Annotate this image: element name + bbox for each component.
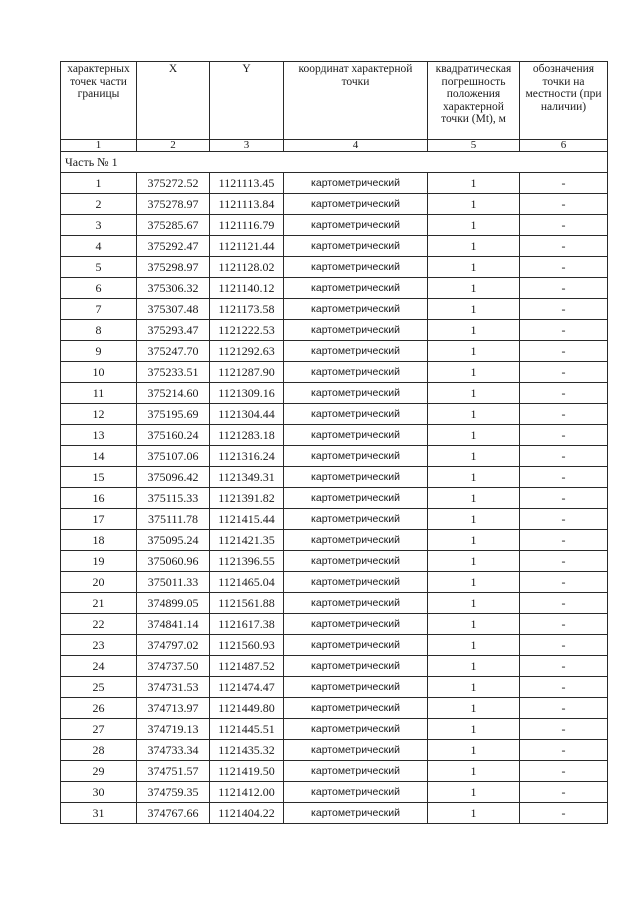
cell-x: 375060.96 [137, 551, 210, 572]
table-row [61, 593, 608, 614]
cell-accuracy: 1 [428, 593, 520, 614]
cell-accuracy: 1 [428, 467, 520, 488]
cell-accuracy: 1 [428, 782, 520, 803]
cell-accuracy: 1 [428, 488, 520, 509]
cell-point-number: 26 [61, 698, 137, 719]
cell-accuracy: 1 [428, 194, 520, 215]
cell-x: 374797.02 [137, 635, 210, 656]
cell-accuracy: 1 [428, 614, 520, 635]
table-header-row [61, 62, 608, 140]
cell-designation: - [520, 740, 608, 761]
cell-designation: - [520, 551, 608, 572]
cell-accuracy: 1 [428, 299, 520, 320]
cell-x: 375195.69 [137, 404, 210, 425]
cell-y: 1121128.02 [210, 257, 284, 278]
cell-designation: - [520, 215, 608, 236]
cell-accuracy: 1 [428, 572, 520, 593]
cell-designation: - [520, 488, 608, 509]
cell-accuracy: 1 [428, 635, 520, 656]
cell-accuracy: 1 [428, 803, 520, 824]
table-row [61, 614, 608, 635]
cell-designation: - [520, 761, 608, 782]
cell-method: картометрический [284, 551, 428, 572]
cell-method: картометрический [284, 404, 428, 425]
cell-x: 375278.97 [137, 194, 210, 215]
table-row [61, 194, 608, 215]
cell-x: 375096.42 [137, 467, 210, 488]
cell-designation: - [520, 383, 608, 404]
cell-y: 1121113.84 [210, 194, 284, 215]
cell-x: 374767.66 [137, 803, 210, 824]
cell-x: 375272.52 [137, 173, 210, 194]
cell-designation: - [520, 719, 608, 740]
header-accuracy: квадратическая погрешность положения характерной точки (Mt), м [428, 62, 520, 140]
cell-method: картометрический [284, 425, 428, 446]
cell-point-number: 5 [61, 257, 137, 278]
cell-point-number: 7 [61, 299, 137, 320]
cell-y: 1121222.53 [210, 320, 284, 341]
column-number-row [61, 140, 608, 152]
table-row [61, 215, 608, 236]
cell-point-number: 28 [61, 740, 137, 761]
cell-y: 1121445.51 [210, 719, 284, 740]
cell-y: 1121309.16 [210, 383, 284, 404]
cell-designation: - [520, 530, 608, 551]
cell-point-number: 24 [61, 656, 137, 677]
cell-method: картометрический [284, 257, 428, 278]
table-row [61, 488, 608, 509]
cell-method: картометрический [284, 530, 428, 551]
cell-point-number: 23 [61, 635, 137, 656]
table-row [61, 635, 608, 656]
cell-method: картометрический [284, 656, 428, 677]
cell-point-number: 12 [61, 404, 137, 425]
cell-y: 1121465.04 [210, 572, 284, 593]
header-designation: обозначения точки на местности (при наличии) [520, 62, 608, 140]
cell-designation: - [520, 257, 608, 278]
cell-point-number: 8 [61, 320, 137, 341]
cell-point-number: 9 [61, 341, 137, 362]
cell-x: 374899.05 [137, 593, 210, 614]
cell-x: 374841.14 [137, 614, 210, 635]
cell-method: картометрический [284, 593, 428, 614]
cell-method: картометрический [284, 698, 428, 719]
cell-method: картометрический [284, 341, 428, 362]
cell-designation: - [520, 467, 608, 488]
cell-method: картометрический [284, 320, 428, 341]
cell-point-number: 14 [61, 446, 137, 467]
cell-x: 375293.47 [137, 320, 210, 341]
column-number: 2 [137, 140, 210, 152]
cell-designation: - [520, 425, 608, 446]
cell-designation: - [520, 278, 608, 299]
cell-y: 1121412.00 [210, 782, 284, 803]
cell-designation: - [520, 698, 608, 719]
cell-y: 1121349.31 [210, 467, 284, 488]
cell-y: 1121474.47 [210, 677, 284, 698]
cell-designation: - [520, 404, 608, 425]
cell-designation: - [520, 677, 608, 698]
table-row [61, 362, 608, 383]
cell-accuracy: 1 [428, 677, 520, 698]
table-row [61, 299, 608, 320]
cell-accuracy: 1 [428, 362, 520, 383]
cell-method: картометрический [284, 635, 428, 656]
cell-y: 1121560.93 [210, 635, 284, 656]
cell-method: картометрический [284, 194, 428, 215]
cell-accuracy: 1 [428, 446, 520, 467]
cell-designation: - [520, 572, 608, 593]
cell-method: картометрический [284, 677, 428, 698]
table-row [61, 383, 608, 404]
header-x: X [137, 62, 210, 140]
cell-point-number: 29 [61, 761, 137, 782]
column-number: 5 [428, 140, 520, 152]
boundary-points-table [60, 61, 608, 824]
cell-point-number: 1 [61, 173, 137, 194]
cell-accuracy: 1 [428, 215, 520, 236]
cell-x: 374719.13 [137, 719, 210, 740]
cell-designation: - [520, 446, 608, 467]
column-number: 4 [284, 140, 428, 152]
cell-point-number: 15 [61, 467, 137, 488]
cell-accuracy: 1 [428, 719, 520, 740]
cell-method: картометрический [284, 383, 428, 404]
cell-designation: - [520, 299, 608, 320]
cell-point-number: 18 [61, 530, 137, 551]
cell-accuracy: 1 [428, 761, 520, 782]
cell-x: 374731.53 [137, 677, 210, 698]
cell-accuracy: 1 [428, 404, 520, 425]
cell-accuracy: 1 [428, 278, 520, 299]
cell-x: 374759.35 [137, 782, 210, 803]
column-number: 3 [210, 140, 284, 152]
table-row [61, 404, 608, 425]
cell-y: 1121421.35 [210, 530, 284, 551]
cell-x: 374713.97 [137, 698, 210, 719]
cell-accuracy: 1 [428, 425, 520, 446]
cell-designation: - [520, 341, 608, 362]
cell-y: 1121140.12 [210, 278, 284, 299]
cell-method: картометрический [284, 446, 428, 467]
table-row [61, 698, 608, 719]
cell-x: 375247.70 [137, 341, 210, 362]
cell-x: 375307.48 [137, 299, 210, 320]
cell-point-number: 31 [61, 803, 137, 824]
cell-method: картометрический [284, 719, 428, 740]
cell-x: 375298.97 [137, 257, 210, 278]
cell-point-number: 10 [61, 362, 137, 383]
cell-y: 1121121.44 [210, 236, 284, 257]
cell-x: 375306.32 [137, 278, 210, 299]
cell-x: 375111.78 [137, 509, 210, 530]
cell-point-number: 30 [61, 782, 137, 803]
cell-method: картометрический [284, 236, 428, 257]
table-row [61, 341, 608, 362]
cell-point-number: 13 [61, 425, 137, 446]
cell-method: картометрический [284, 572, 428, 593]
cell-accuracy: 1 [428, 509, 520, 530]
table-row [61, 236, 608, 257]
cell-y: 1121404.22 [210, 803, 284, 824]
cell-point-number: 3 [61, 215, 137, 236]
cell-y: 1121113.45 [210, 173, 284, 194]
cell-x: 375285.67 [137, 215, 210, 236]
table-row [61, 656, 608, 677]
cell-method: картометрический [284, 173, 428, 194]
table-row [61, 719, 608, 740]
cell-y: 1121173.58 [210, 299, 284, 320]
cell-designation: - [520, 362, 608, 383]
cell-y: 1121419.50 [210, 761, 284, 782]
header-point-number: характерных точек части границы [61, 62, 137, 140]
cell-method: картометрический [284, 299, 428, 320]
cell-accuracy: 1 [428, 173, 520, 194]
cell-method: картометрический [284, 740, 428, 761]
cell-y: 1121487.52 [210, 656, 284, 677]
cell-y: 1121396.55 [210, 551, 284, 572]
cell-x: 375292.47 [137, 236, 210, 257]
cell-y: 1121304.44 [210, 404, 284, 425]
cell-designation: - [520, 593, 608, 614]
table-row [61, 173, 608, 194]
table-row [61, 257, 608, 278]
header-y: Y [210, 62, 284, 140]
cell-method: картометрический [284, 278, 428, 299]
cell-accuracy: 1 [428, 656, 520, 677]
cell-y: 1121561.88 [210, 593, 284, 614]
cell-accuracy: 1 [428, 236, 520, 257]
cell-x: 375095.24 [137, 530, 210, 551]
cell-y: 1121415.44 [210, 509, 284, 530]
cell-accuracy: 1 [428, 740, 520, 761]
table-row [61, 530, 608, 551]
cell-accuracy: 1 [428, 530, 520, 551]
table-row [61, 782, 608, 803]
cell-method: картометрический [284, 782, 428, 803]
cell-x: 374737.50 [137, 656, 210, 677]
cell-accuracy: 1 [428, 257, 520, 278]
table-row [61, 278, 608, 299]
cell-x: 374751.57 [137, 761, 210, 782]
cell-y: 1121391.82 [210, 488, 284, 509]
cell-y: 1121283.18 [210, 425, 284, 446]
table-row [61, 572, 608, 593]
cell-designation: - [520, 803, 608, 824]
cell-designation: - [520, 635, 608, 656]
table-row [61, 551, 608, 572]
cell-designation: - [520, 236, 608, 257]
column-number: 6 [520, 140, 608, 152]
table-row [61, 467, 608, 488]
cell-accuracy: 1 [428, 320, 520, 341]
table-row [61, 425, 608, 446]
cell-method: картометрический [284, 509, 428, 530]
table-row [61, 740, 608, 761]
cell-designation: - [520, 320, 608, 341]
table-row [61, 677, 608, 698]
cell-accuracy: 1 [428, 383, 520, 404]
cell-method: картометрический [284, 467, 428, 488]
cell-y: 1121116.79 [210, 215, 284, 236]
cell-designation: - [520, 509, 608, 530]
cell-x: 374733.34 [137, 740, 210, 761]
cell-accuracy: 1 [428, 341, 520, 362]
cell-x: 375233.51 [137, 362, 210, 383]
cell-x: 375160.24 [137, 425, 210, 446]
cell-accuracy: 1 [428, 698, 520, 719]
header-method: координат характерной точки [284, 62, 428, 140]
cell-x: 375115.33 [137, 488, 210, 509]
part-label: Часть № 1 [61, 152, 608, 173]
cell-point-number: 11 [61, 383, 137, 404]
cell-method: картометрический [284, 803, 428, 824]
cell-x: 375107.06 [137, 446, 210, 467]
cell-designation: - [520, 656, 608, 677]
cell-y: 1121316.24 [210, 446, 284, 467]
cell-point-number: 6 [61, 278, 137, 299]
cell-point-number: 22 [61, 614, 137, 635]
table-row [61, 446, 608, 467]
cell-designation: - [520, 173, 608, 194]
cell-y: 1121435.32 [210, 740, 284, 761]
cell-designation: - [520, 782, 608, 803]
cell-method: картометрический [284, 488, 428, 509]
column-number: 1 [61, 140, 137, 152]
cell-accuracy: 1 [428, 551, 520, 572]
cell-x: 375214.60 [137, 383, 210, 404]
cell-point-number: 21 [61, 593, 137, 614]
cell-point-number: 17 [61, 509, 137, 530]
table-row [61, 761, 608, 782]
cell-point-number: 19 [61, 551, 137, 572]
cell-designation: - [520, 614, 608, 635]
cell-y: 1121617.38 [210, 614, 284, 635]
cell-point-number: 4 [61, 236, 137, 257]
table-row [61, 509, 608, 530]
cell-point-number: 25 [61, 677, 137, 698]
cell-method: картометрический [284, 215, 428, 236]
cell-point-number: 16 [61, 488, 137, 509]
cell-method: картометрический [284, 761, 428, 782]
cell-designation: - [520, 194, 608, 215]
cell-method: картометрический [284, 614, 428, 635]
cell-y: 1121287.90 [210, 362, 284, 383]
cell-point-number: 2 [61, 194, 137, 215]
cell-x: 375011.33 [137, 572, 210, 593]
cell-method: картометрический [284, 362, 428, 383]
part-row [61, 152, 608, 173]
cell-point-number: 20 [61, 572, 137, 593]
cell-point-number: 27 [61, 719, 137, 740]
table-row [61, 320, 608, 341]
table-row [61, 803, 608, 824]
cell-y: 1121449.80 [210, 698, 284, 719]
cell-y: 1121292.63 [210, 341, 284, 362]
